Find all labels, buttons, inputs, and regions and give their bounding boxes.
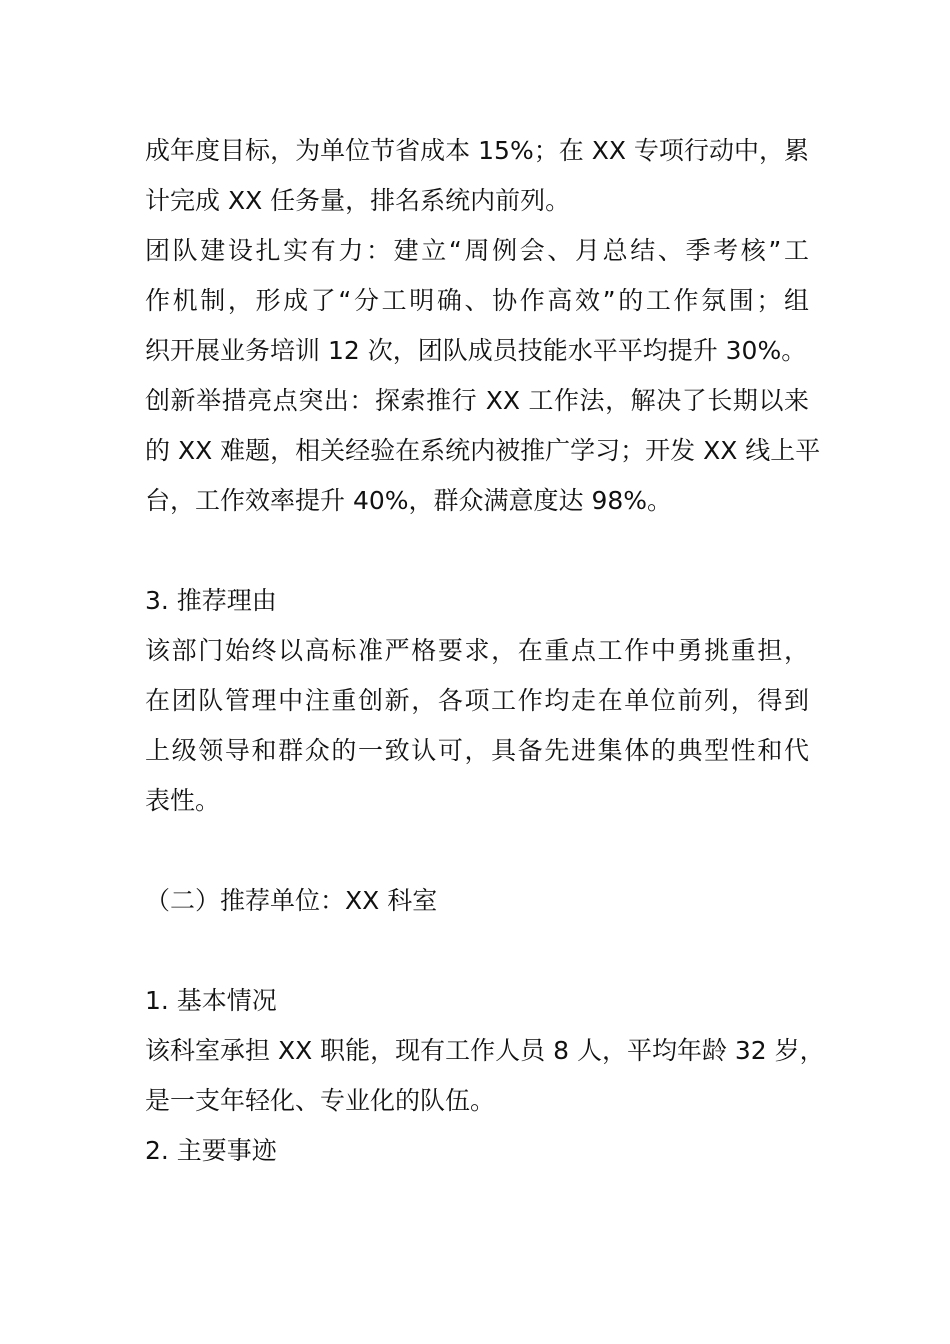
text-line: 的 XX 难题，相关经验在系统内被推广学习；开发 XX 线上平 <box>145 436 821 465</box>
text-line: 是一支年轻化、专业化的队伍。 <box>145 1086 496 1115</box>
paragraph-team-building <box>145 226 809 376</box>
text-line: 作机制，形成了“分工明确、协作高效”的工作氛围；组 <box>145 286 809 315</box>
text-line: 该部门始终以高标准严格要求，在重点工作中勇挑重担， <box>145 636 809 665</box>
document-body <box>145 126 825 1176</box>
text-line: 计完成 XX 任务量，排名系统内前列。 <box>145 186 571 215</box>
text-line: 团队建设扎实有力：建立“周例会、月总结、季考核”工 <box>145 236 809 265</box>
blank-line <box>145 926 809 976</box>
text-line: 创新举措亮点突出：探索推行 XX 工作法，解决了长期以来 <box>145 386 809 415</box>
paragraph-basic-situation <box>145 1026 825 1126</box>
text-line: 表性。 <box>145 786 221 815</box>
text-line: 成年度目标，为单位节省成本 15%；在 XX 专项行动中，累 <box>145 136 809 165</box>
paragraph-achievements-continued <box>145 126 809 226</box>
paragraph-recommendation-reason <box>145 626 809 826</box>
blank-line <box>145 826 809 876</box>
blank-line <box>145 526 809 576</box>
text-line: 上级领导和群众的一致认可，具备先进集体的典型性和代 <box>145 736 809 765</box>
text-line: 该科室承担 XX 职能，现有工作人员 8 人，平均年龄 32 岁， <box>145 1036 825 1065</box>
heading-recommendation-reason: 3. 推荐理由 <box>145 586 277 615</box>
text-line: 台，工作效率提升 40%，群众满意度达 98%。 <box>145 486 673 515</box>
text-line: 织开展业务培训 12 次，团队成员技能水平平均提升 30%。 <box>145 336 807 365</box>
heading-main-deeds: 2. 主要事迹 <box>145 1136 277 1165</box>
paragraph-innovation <box>145 376 821 526</box>
text-line: 在团队管理中注重创新，各项工作均走在单位前列，得到 <box>145 686 809 715</box>
section-heading-unit-2: （二）推荐单位：XX 科室 <box>145 886 438 915</box>
heading-basic-situation: 1. 基本情况 <box>145 986 277 1015</box>
